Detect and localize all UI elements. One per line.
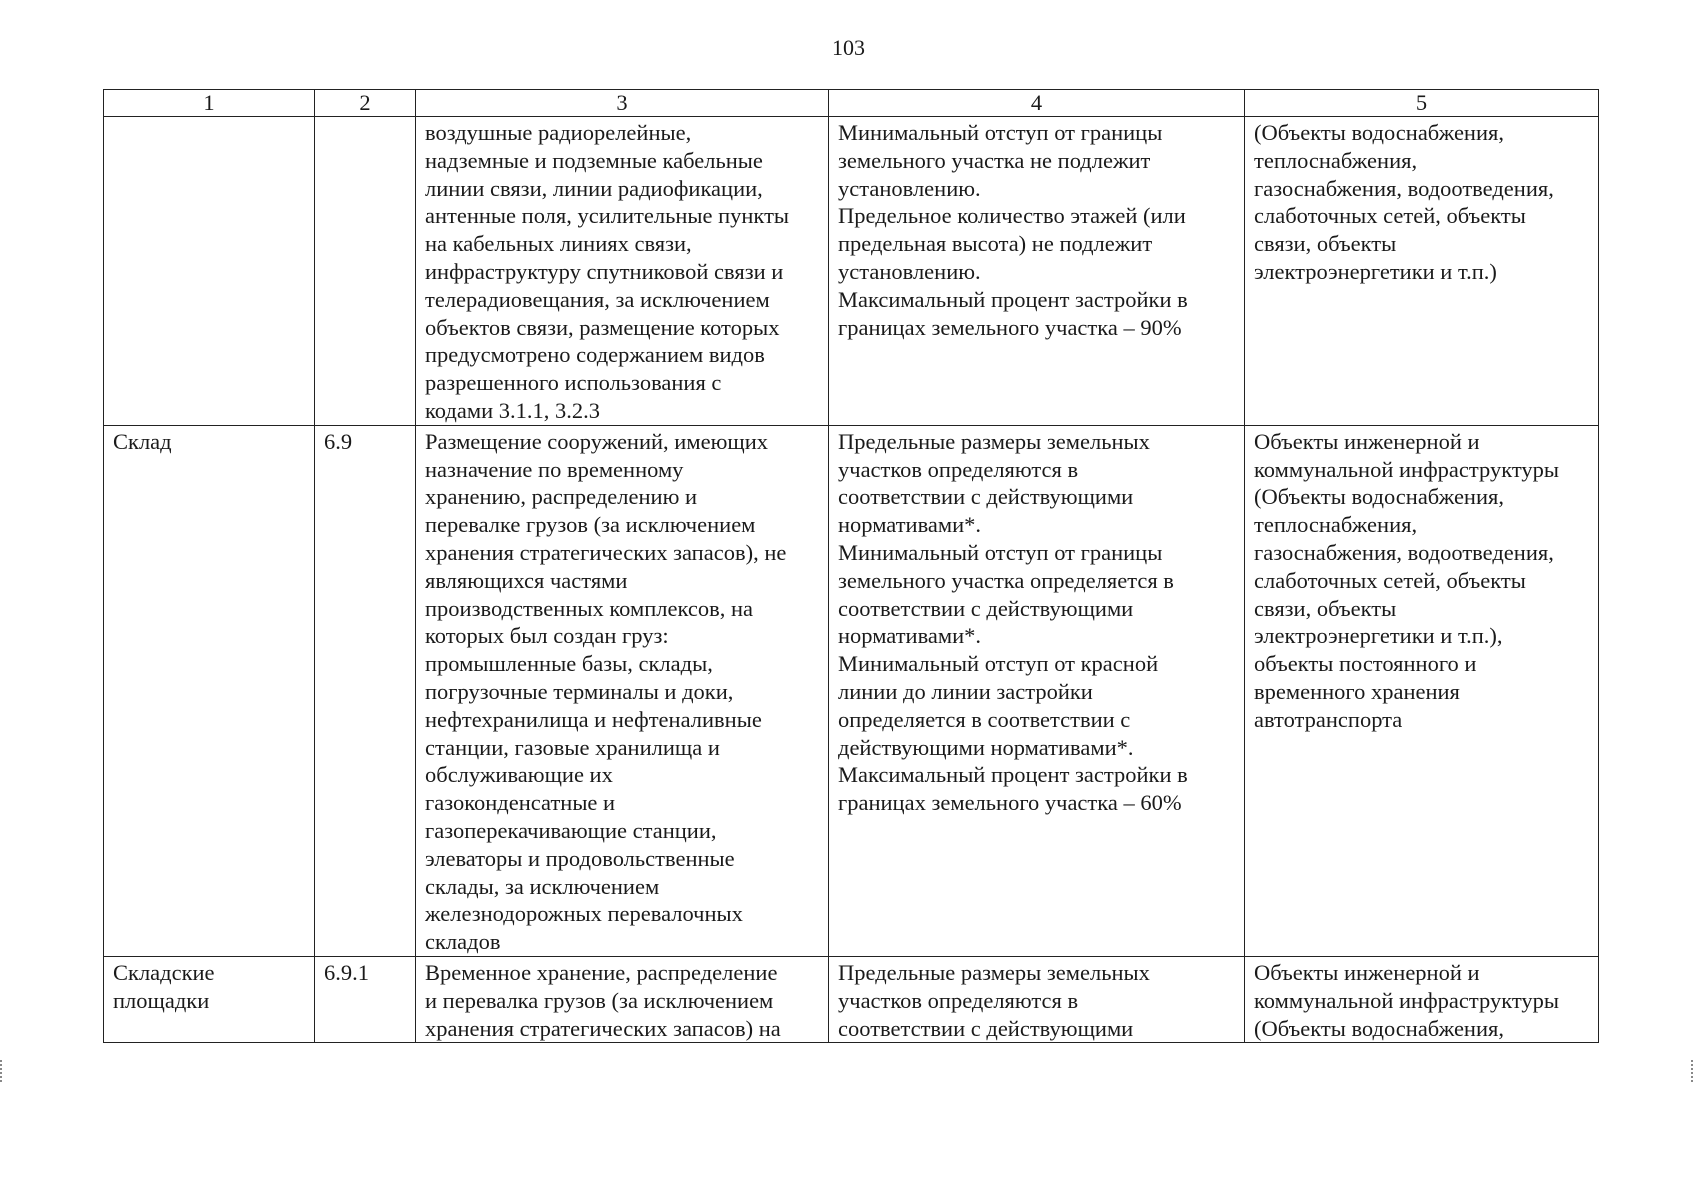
cell-use-name: Складские площадки (104, 956, 315, 1042)
zoning-table (103, 89, 1599, 1043)
column-header-3: 3 (416, 90, 829, 117)
page-number: 103 (832, 35, 865, 60)
column-header-4: 4 (829, 90, 1245, 117)
column-header-2: 2 (315, 90, 416, 117)
cell-construction-parameters: Предельные размеры земельных участков определяются в соответствии с действующими (829, 956, 1245, 1042)
cell-use-code: 6.9 (315, 425, 416, 956)
column-header-5: 5 (1245, 90, 1599, 117)
cell-auxiliary-uses: Объекты инженерной и коммунальной инфраструктуры (Объекты водоснабжения, (1245, 956, 1599, 1042)
zoning-table-container (103, 89, 1599, 1043)
cell-auxiliary-uses: Объекты инженерной и коммунальной инфраструктуры (Объекты водоснабжения, теплоснабжения, газоснабжения, водоотведения, слаботочных сетей, объекты связи, объекты электроэнергетики и т.п.), объекты постоянного и временного хранения автотранспорта (1245, 425, 1599, 956)
table-row (104, 117, 1599, 426)
cell-use-code: 6.9.1 (315, 956, 416, 1042)
table-header-row (104, 90, 1599, 117)
cell-use-name (104, 117, 315, 426)
cell-construction-parameters: Минимальный отступ от границы земельного участка не подлежит установлению. Предельное количество этажей (или предельная высота) не подлежит установлению. Максимальный процент застройки в границах земельного участка – 90% (829, 117, 1245, 426)
cell-use-name: Склад (104, 425, 315, 956)
cell-use-description: Временное хранение, распределение и перевалка грузов (за исключением хранения стратегических запасов) на (416, 956, 829, 1042)
scan-artifact-left (0, 1060, 4, 1082)
scan-artifact-right (1691, 1060, 1695, 1082)
column-header-1: 1 (104, 90, 315, 117)
cell-use-description: Размещение сооружений, имеющих назначение по временному хранению, распределению и перевалке грузов (за исключением хранения стратегических запасов), не являющихся частями производственных комплексов, на которых был создан груз: промышленные базы, склады, погрузочные терминалы и доки, нефтехранилища и нефтеналивные станции, газовые хранилища и обслуживающие их газоконденсатные и газоперекачивающие станции, элеваторы и продовольственные склады, за исключением железнодорожных перевалочных складов (416, 425, 829, 956)
cell-use-description: воздушные радиорелейные, надземные и подземные кабельные линии связи, линии радиофикации, антенные поля, усилительные пункты на кабельных линиях связи, инфраструктуру спутниковой связи и телерадиовещания, за исключением объектов связи, размещение которых предусмотрено содержанием видов разрешенного использования с кодами 3.1.1, 3.2.3 (416, 117, 829, 426)
cell-construction-parameters: Предельные размеры земельных участков определяются в соответствии с действующими нормативами*. Минимальный отступ от границы земельного участка определяется в соответствии с действующими нормативами*. Минимальный отступ от красной линии до линии застройки определяется в соответствии с действующими нормативами*. Максимальный процент застройки в границах земельного участка – 60% (829, 425, 1245, 956)
cell-auxiliary-uses: (Объекты водоснабжения, теплоснабжения, газоснабжения, водоотведения, слаботочных сетей, объекты связи, объекты электроэнергетики и т.п.) (1245, 117, 1599, 426)
cell-use-code (315, 117, 416, 426)
table-row (104, 956, 1599, 1042)
table-row (104, 425, 1599, 956)
